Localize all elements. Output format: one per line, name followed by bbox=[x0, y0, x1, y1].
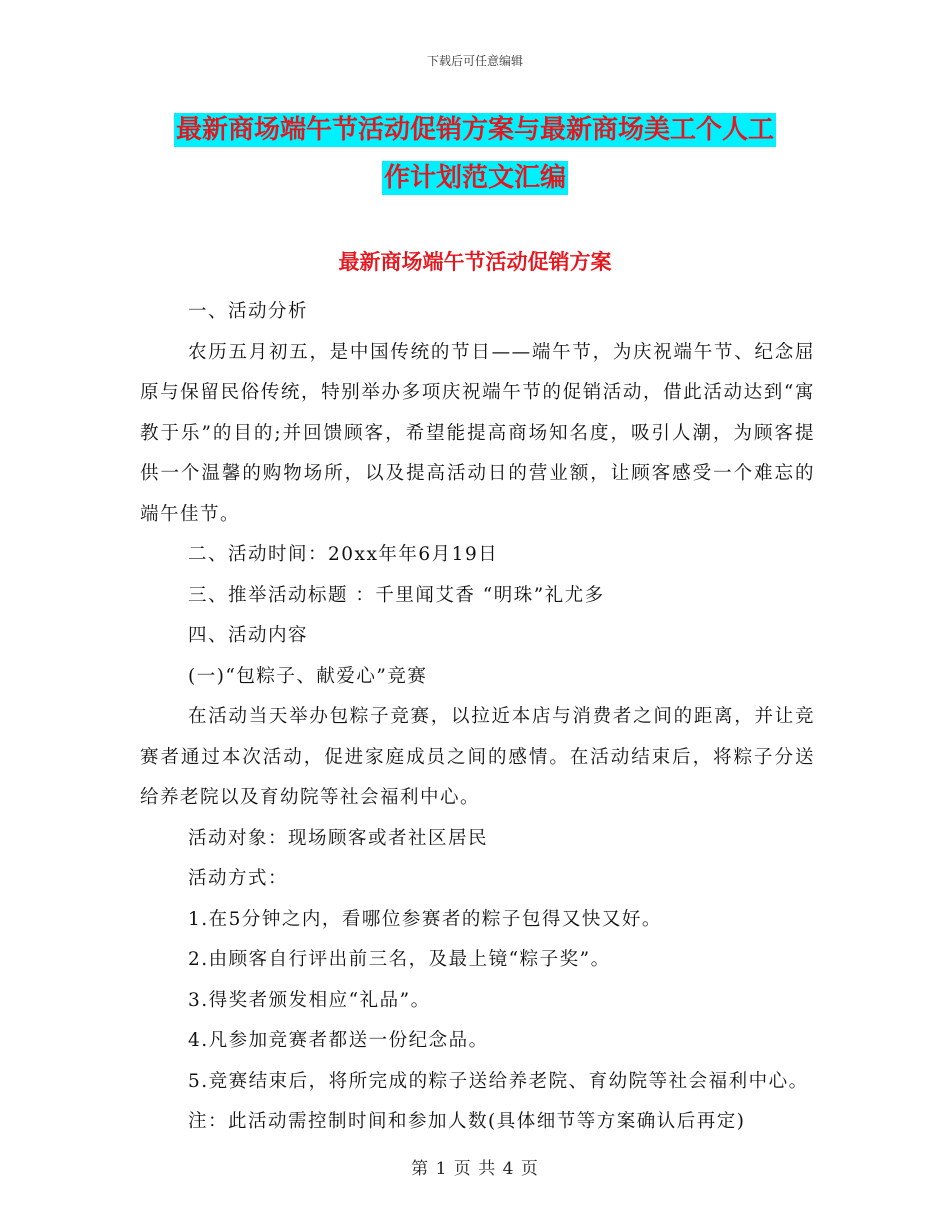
document-title-line-1: 最新商场端午节活动促销方案与最新商场美工个人工 bbox=[175, 115, 774, 145]
document-body bbox=[140, 292, 815, 1143]
document-title bbox=[0, 106, 950, 202]
heading-activity-content: 四、活动内容 bbox=[188, 625, 309, 646]
heading-activity-time: 二、活动时间：20xx年年6月19日 bbox=[188, 544, 499, 565]
subheading-zongzi-contest: (一)“包粽子、献爱心”竞赛 bbox=[188, 665, 428, 687]
page-number: 第 1 页 共 4 页 bbox=[411, 1159, 539, 1179]
section-title: 最新商场端午节活动促销方案 bbox=[338, 250, 612, 274]
list-item-5: 5.竞赛结束后，将所完成的粽子送给养老院、育幼院等社会福利中心。 bbox=[188, 1070, 809, 1092]
paragraph-intro: 农历五月初五，是中国传统的节日——端午节，为庆祝端午节、纪念屈原与保留民俗传统，特别举办多项庆祝端午节的促销活动，借此活动达到“寓教于乐”的目的;并回馈顾客，希望能提高商场知名度，吸引人潮，为顾客提供一个温馨的购物场所，以及提高活动日的营业额，让顾客感受一个难忘的端午佳节。 bbox=[140, 341, 815, 525]
heading-activity-analysis: 一、活动分析 bbox=[188, 301, 309, 322]
paragraph-contest-description: 在活动当天举办包粽子竞赛，以拉近本店与消费者之间的距离，并让竞赛者通过本次活动，促进家庭成员之间的感情。在活动结束后，将粽子分送给养老院以及育幼院等社会福利中心。 bbox=[140, 706, 815, 808]
paragraph-activity-target: 活动对象：现场顾客或者社区居民 bbox=[188, 827, 489, 849]
heading-activity-title: 三、推举活动标题 ：千里闻艾香 “明珠”礼尤多 bbox=[188, 584, 605, 606]
list-item-4: 4.凡参加竞赛者都送一份纪念品。 bbox=[188, 1030, 489, 1051]
paragraph-note: 注：此活动需控制时间和参加人数(具体细节等方案确认后再定) bbox=[188, 1111, 746, 1132]
page-header-note: 下载后可任意编辑 bbox=[426, 54, 523, 68]
list-item-2: 2.由顾客自行评出前三名，及最上镜“粽子奖”。 bbox=[188, 949, 611, 970]
paragraph-activity-method: 活动方式： bbox=[188, 868, 289, 889]
document-title-line-2: 作计划范文汇编 bbox=[383, 163, 566, 193]
list-item-3: 3.得奖者颁发相应“礼品”。 bbox=[188, 989, 431, 1011]
list-item-1: 1.在5分钟之内，看哪位参赛者的粽子包得又快又好。 bbox=[188, 908, 662, 930]
